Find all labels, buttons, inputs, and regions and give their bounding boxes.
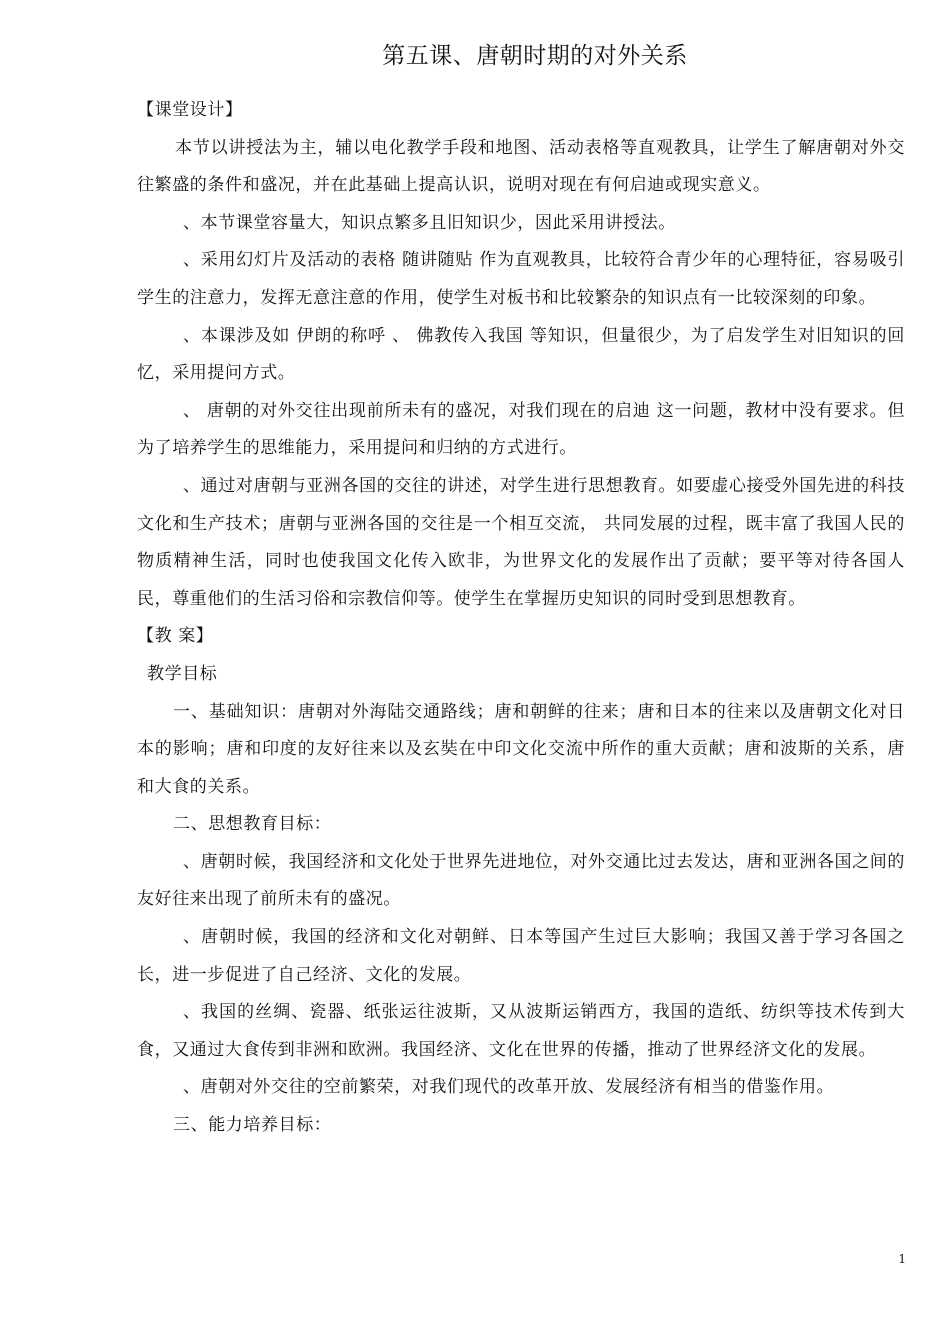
paragraph-goal-4: 、唐朝对外交往的空前繁荣，对我们现代的改革开放、发展经济有相当的借鉴作用。 [183, 1077, 835, 1098]
subheading-teaching-goals: 教学目标 [147, 663, 218, 684]
paragraph-point-4: 、 唐朝的对外交往出现前所未有的盛况，对我们现在的启迪 这一问题，教材中没有要求。但为了培养学生的思维能力，采用提问和归纳的方式进行。 [137, 400, 905, 459]
paragraph-intro: 本节以讲授法为主，辅以电化教学手段和地图、活动表格等直观教具，让学生了解唐朝对外交往繁盛的条件和盛况，并在此基础上提高认识，说明对现在有何启迪或现实意义。 [137, 137, 905, 196]
paragraph-point-3: 、本课涉及如 伊朗的称呼 、 佛教传入我国 等知识，但量很少，为了启发学生对旧知识的回忆，采用提问方式。 [137, 325, 905, 384]
paragraph-ability-goals: 三、能力培养目标： [173, 1115, 332, 1136]
page-number: 1 [898, 1252, 906, 1266]
paragraph-ideology-goals: 二、思想教育目标： [173, 814, 332, 835]
paragraph-goal-3: 、我国的丝绸、瓷器、纸张运往波斯，又从波斯运销西方，我国的造纸、纺织等技术传到大食，又通过大食传到非洲和欧洲。我国经济、文化在世界的传播，推动了世界经济文化的发展。 [137, 1002, 905, 1060]
paragraph-goal-2: 、唐朝时候，我国的经济和文化对朝鲜、日本等国产生过巨大影响；我国又善于学习各国之长，进一步促进了自己经济、文化的发展。 [137, 927, 905, 985]
paragraph-point-2: 、采用幻灯片及活动的表格 随讲随贴 作为直观教具，比较符合青少年的心理特征，容易吸引学生的注意力，发挥无意注意的作用，使学生对板书和比较繁杂的知识点有一比较深刻的印象。 [137, 250, 905, 308]
paragraph-point-5: 、通过对唐朝与亚洲各国的交往的讲述，对学生进行思想教育。如要虚心接受外国先进的科技文化和生产技术；唐朝与亚洲各国的交往是一个相互交流， 共同发展的过程，既丰富了我国人民的物质精神生活，同时也使我国文化传入欧非，为世界文化的发展作出了贡献；要平等对待各国人民，尊重他们的生活习俗和宗教信仰等。使学生在掌握历史知识的同时受到思想教育。 [137, 475, 905, 609]
section-heading-classroom-design: 【课堂设计】 [137, 100, 243, 120]
paragraph-goal-1: 、唐朝时候，我国经济和文化处于世界先进地位，对外交通比过去发达，唐和亚洲各国之间的友好往来出现了前所未有的盛况。 [137, 851, 905, 910]
paragraph-point-1: 、本节课堂容量大，知识点繁多且旧知识少，因此采用讲授法。 [183, 212, 676, 233]
paragraph-basic-knowledge: 一、基础知识：唐朝对外海陆交通路线；唐和朝鲜的往来；唐和日本的往来以及唐朝文化对日本的影响；唐和印度的友好往来以及玄奘在中印文化交流中所作的重大贡献；唐和波斯的关系，唐和大食的关系。 [137, 701, 905, 797]
document-title: 第五课、唐朝时期的对外关系 [382, 43, 688, 69]
document-body [137, 92, 905, 1145]
section-heading-lesson-plan: 【教 案】 [137, 626, 214, 647]
